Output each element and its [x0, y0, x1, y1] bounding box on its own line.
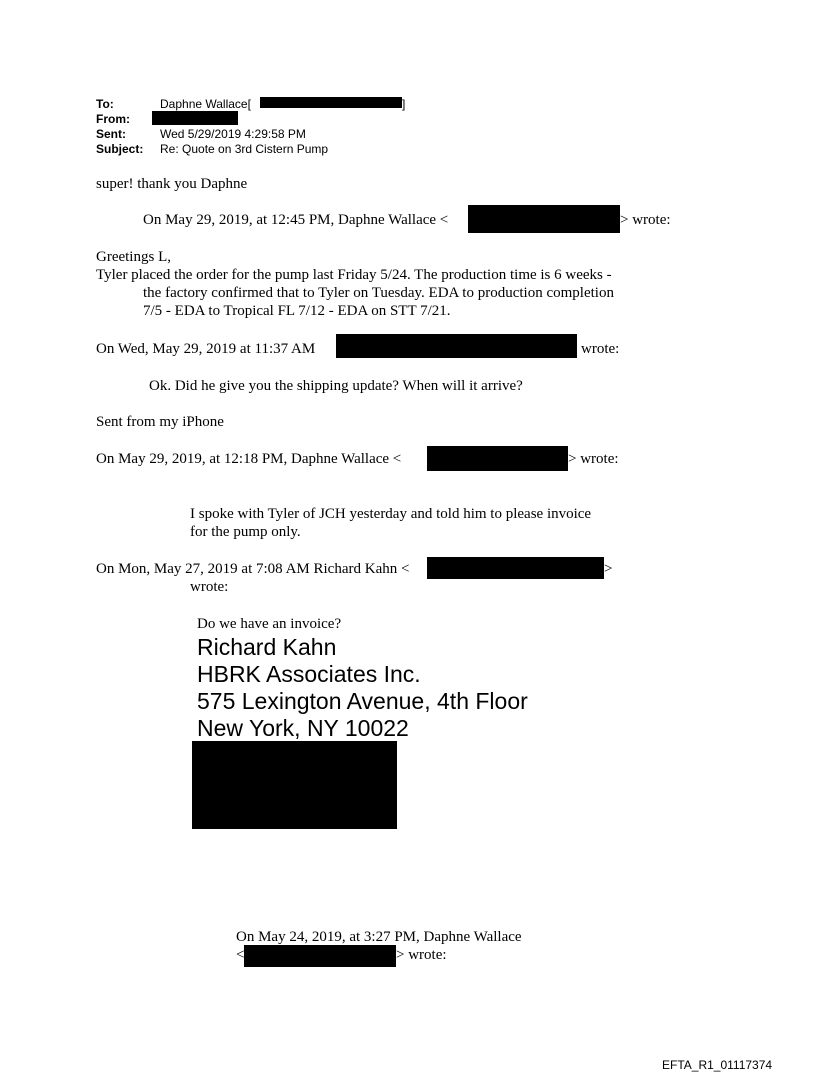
quote4-header-post: > — [604, 561, 613, 577]
subject-value: Re: Quote on 3rd Cistern Pump — [160, 142, 329, 156]
para1-line1: Tyler placed the order for the pump last Friday 5/24. The production time is 6 weeks - — [96, 267, 612, 283]
para1-line3: 7/5 - EDA to Tropical FL 7/12 - EDA on STT 7/21. — [143, 303, 451, 319]
redaction-from — [152, 111, 238, 125]
subject-label: Subject: — [96, 142, 144, 156]
to-close: ] — [402, 97, 406, 111]
sent-value: Wed 5/29/2019 4:29:58 PM — [160, 127, 306, 141]
redaction-quote5-email — [244, 945, 396, 967]
signature-address1: 575 Lexington Avenue, 4th Floor — [197, 688, 528, 714]
quote5-header-line1: On May 24, 2019, at 3:27 PM, Daphne Wallace — [236, 929, 522, 945]
quote3-header-pre: On May 29, 2019, at 12:18 PM, Daphne Wallace < — [96, 451, 402, 467]
spoke-line1: I spoke with Tyler of JCH yesterday and told him to please invoice — [190, 506, 592, 522]
quote2-header-pre: On Wed, May 29, 2019 at 11:37 AM — [96, 341, 316, 357]
ok-line: Ok. Did he give you the shipping update? When will it arrive? — [149, 378, 523, 394]
signature-company: HBRK Associates Inc. — [197, 661, 421, 687]
quote5-header-post: > wrote: — [396, 947, 447, 963]
sent-label: Sent: — [96, 127, 126, 141]
quote5-header-pre: < — [236, 947, 245, 963]
sent-from: Sent from my iPhone — [96, 414, 224, 430]
signature-address2: New York, NY 10022 — [197, 715, 409, 741]
signature-name: Richard Kahn — [197, 634, 337, 660]
to-label: To: — [96, 97, 114, 111]
para1-line2: the factory confirmed that to Tyler on Tuesday. EDA to production completion — [143, 285, 614, 301]
redaction-quote3-email — [427, 446, 568, 471]
quote1-header-post: > wrote: — [620, 212, 671, 228]
greeting: Greetings L, — [96, 249, 171, 265]
redaction-quote4-email — [427, 557, 604, 579]
quote4-wrote: wrote: — [190, 579, 229, 595]
from-label: From: — [96, 112, 130, 126]
redaction-signature-block — [192, 741, 397, 829]
redaction-quote1-email — [468, 205, 620, 233]
quote1-header-pre: On May 29, 2019, at 12:45 PM, Daphne Wallace < — [143, 212, 449, 228]
from-row — [96, 112, 160, 126]
quote2-header-post: wrote: — [581, 341, 620, 357]
sent-row — [96, 127, 306, 141]
quote4-header-pre: On Mon, May 27, 2019 at 7:08 AM Richard Kahn < — [96, 561, 410, 577]
quote3-header-post: > wrote: — [568, 451, 619, 467]
to-value: Daphne Wallace[ — [160, 97, 251, 111]
reply-top: super! thank you Daphne — [96, 176, 248, 192]
subject-row — [96, 142, 328, 156]
invoice-question: Do we have an invoice? — [197, 616, 342, 632]
to-row — [96, 97, 251, 111]
spoke-line2: for the pump only. — [190, 524, 301, 540]
redaction-to-email — [260, 97, 402, 108]
redaction-quote2-email — [336, 334, 577, 358]
doc-id: EFTA_R1_01117374 — [662, 1058, 773, 1072]
